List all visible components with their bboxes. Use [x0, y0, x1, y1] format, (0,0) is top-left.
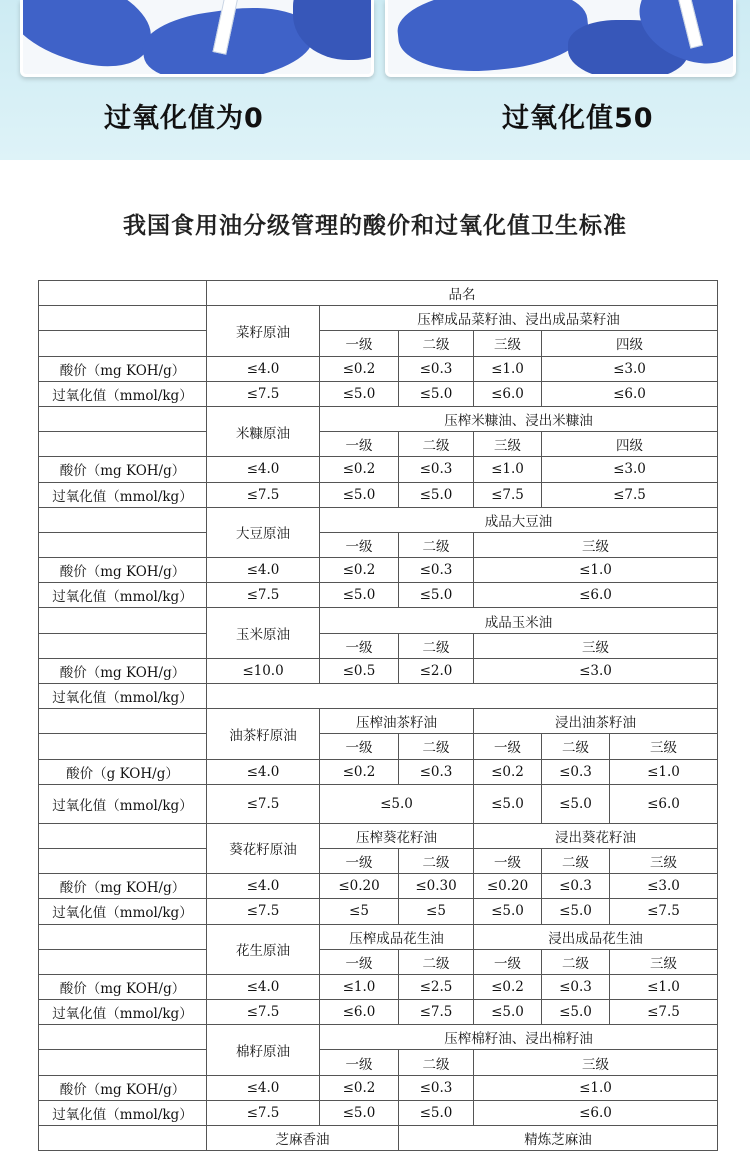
- table-row: [39, 874, 718, 899]
- value-cell: ≤4.0: [207, 874, 320, 899]
- value-cell: ≤0.30: [399, 874, 474, 899]
- value-cell: ≤0.3: [399, 457, 474, 482]
- table-row: [39, 558, 718, 583]
- value-cell: ≤0.2: [320, 759, 399, 784]
- table-row: [39, 759, 718, 784]
- value-cell: ≤6.0: [474, 583, 718, 608]
- value-cell: ≤0.3: [542, 759, 610, 784]
- table-row: [39, 583, 718, 608]
- table-row: [39, 1100, 718, 1125]
- grade-label: 一级: [320, 331, 399, 356]
- value-cell: ≤0.3: [399, 558, 474, 583]
- test-strip-photo-left: [20, 0, 374, 77]
- table-row: [39, 356, 718, 381]
- ricebran-refined: 压榨米糠油、浸出米糠油: [320, 406, 718, 431]
- acid-value-label: 酸价（mg KOH/g）: [39, 1075, 207, 1100]
- grade-label: 二级: [399, 633, 474, 658]
- value-cell: ≤0.20: [320, 874, 399, 899]
- value-cell: ≤1.0: [610, 759, 718, 784]
- value-cell: ≤0.2: [320, 356, 399, 381]
- value-cell: ≤5.0: [399, 583, 474, 608]
- ricebran-crude: 米糠原油: [207, 406, 320, 456]
- table-row: [39, 381, 718, 406]
- value-cell: ≤4.0: [207, 457, 320, 482]
- value-cell: ≤5.0: [399, 381, 474, 406]
- peanut-pressed: 压榨成品花生油: [320, 924, 474, 949]
- value-cell: ≤5.0: [474, 1000, 542, 1025]
- value-cell: ≤4.0: [207, 1075, 320, 1100]
- value-cell: ≤2.5: [399, 974, 474, 999]
- value-cell: ≤4.0: [207, 558, 320, 583]
- sunflower-pressed: 压榨葵花籽油: [320, 823, 474, 848]
- value-cell: ≤7.5: [610, 1000, 718, 1025]
- grade-label: 一级: [474, 848, 542, 873]
- peroxide-value-label: 过氧化值（mmol/kg）: [39, 583, 207, 608]
- value-cell: ≤0.3: [542, 974, 610, 999]
- rapeseed-refined: 压榨成品菜籽油、浸出成品菜籽油: [320, 306, 718, 331]
- table-row: [39, 532, 718, 557]
- value-cell: ≤7.5: [207, 482, 320, 507]
- value-cell: ≤5.0: [399, 482, 474, 507]
- peroxide-value-label: 过氧化值（mmol/kg）: [39, 784, 207, 823]
- acid-value-label: 酸价（mg KOH/g）: [39, 356, 207, 381]
- grade-label: 四级: [542, 331, 718, 356]
- grade-label: 一级: [474, 949, 542, 974]
- oil-standards-table: [38, 280, 718, 1151]
- peanut-extracted: 浸出成品花生油: [474, 924, 718, 949]
- table-row: [39, 899, 718, 924]
- table-row: [39, 1075, 718, 1100]
- peroxide-value-label: 过氧化值（mmol/kg）: [39, 1100, 207, 1125]
- grade-label: 三级: [610, 848, 718, 873]
- acid-value-label: 酸价（mg KOH/g）: [39, 658, 207, 683]
- table-row: [39, 1000, 718, 1025]
- grade-label: 二级: [399, 949, 474, 974]
- table-row: [39, 1025, 718, 1050]
- value-cell: ≤5.0: [320, 482, 399, 507]
- value-cell: ≤0.2: [320, 558, 399, 583]
- value-cell: ≤0.3: [399, 1075, 474, 1100]
- value-cell: ≤1.0: [474, 356, 542, 381]
- grade-label: 二级: [542, 734, 610, 759]
- value-cell: ≤0.2: [474, 759, 542, 784]
- value-cell: ≤3.0: [610, 874, 718, 899]
- grade-label: 三级: [474, 633, 718, 658]
- value-cell: ≤6.0: [474, 381, 542, 406]
- grade-label: 二级: [399, 734, 474, 759]
- value-cell: ≤6.0: [610, 784, 718, 823]
- value-cell: ≤1.0: [474, 457, 542, 482]
- value-cell: ≤5.0: [474, 899, 542, 924]
- acid-value-label: 酸价（g KOH/g）: [39, 759, 207, 784]
- grade-label: 二级: [399, 1050, 474, 1075]
- acid-value-label: 酸价（mg KOH/g）: [39, 974, 207, 999]
- grade-label: 二级: [399, 848, 474, 873]
- grade-label: 三级: [474, 1050, 718, 1075]
- value-cell: ≤7.5: [207, 899, 320, 924]
- grade-label: 一级: [320, 1050, 399, 1075]
- value-cell: ≤5.0: [399, 1100, 474, 1125]
- value-cell: ≤5.0: [542, 899, 610, 924]
- grade-label: 一级: [320, 734, 399, 759]
- grade-label: 一级: [320, 432, 399, 457]
- value-cell: ≤7.5: [542, 482, 718, 507]
- table-row: [39, 331, 718, 356]
- sunflower-crude: 葵花籽原油: [207, 823, 320, 873]
- table-row: [39, 281, 718, 306]
- soybean-refined: 成品大豆油: [320, 507, 718, 532]
- value-cell: ≤1.0: [610, 974, 718, 999]
- caption-peroxide-0: 过氧化值为0: [104, 103, 264, 134]
- value-cell: ≤7.5: [207, 1000, 320, 1025]
- value-cell: ≤5.0: [320, 583, 399, 608]
- value-cell: ≤7.5: [207, 1100, 320, 1125]
- grade-label: 一级: [320, 949, 399, 974]
- value-cell: ≤7.5: [207, 583, 320, 608]
- value-cell: ≤1.0: [474, 558, 718, 583]
- grade-label: 一级: [320, 848, 399, 873]
- value-cell: ≤5.0: [320, 381, 399, 406]
- value-cell: ≤7.5: [207, 784, 320, 823]
- value-cell: ≤0.3: [399, 759, 474, 784]
- camellia-crude: 油茶籽原油: [207, 709, 320, 759]
- product-name-header: 品名: [207, 281, 718, 306]
- value-cell: ≤4.0: [207, 356, 320, 381]
- value-cell: ≤0.2: [320, 457, 399, 482]
- soybean-crude: 大豆原油: [207, 507, 320, 557]
- grade-label: 二级: [542, 949, 610, 974]
- value-cell: ≤6.0: [320, 1000, 399, 1025]
- value-cell: ≤3.0: [542, 356, 718, 381]
- grade-label: 一级: [320, 633, 399, 658]
- table-row: [39, 784, 718, 823]
- table-row: [39, 306, 718, 331]
- value-cell: ≤2.0: [399, 658, 474, 683]
- value-cell: ≤5.0: [320, 784, 474, 823]
- grade-label: 四级: [542, 432, 718, 457]
- value-cell: ≤0.5: [320, 658, 399, 683]
- cottonseed-crude: 棉籽原油: [207, 1025, 320, 1075]
- value-cell: ≤5.0: [474, 784, 542, 823]
- value-cell: ≤7.5: [207, 381, 320, 406]
- caption-peroxide-50: 过氧化值50: [502, 103, 654, 134]
- grade-label: 一级: [474, 734, 542, 759]
- table-row: [39, 507, 718, 532]
- camellia-pressed: 压榨油茶籽油: [320, 709, 474, 734]
- sesame-refined: 精炼芝麻油: [399, 1126, 718, 1151]
- sunflower-extracted: 浸出葵花籽油: [474, 823, 718, 848]
- table-row: [39, 608, 718, 633]
- top-banner: [0, 0, 750, 160]
- table-row: [39, 974, 718, 999]
- peanut-crude: 花生原油: [207, 924, 320, 974]
- table-row: [39, 633, 718, 658]
- camellia-extracted: 浸出油茶籽油: [474, 709, 718, 734]
- table-row: [39, 684, 718, 709]
- grade-label: 二级: [542, 848, 610, 873]
- value-cell: ≤0.3: [399, 356, 474, 381]
- value-cell: ≤3.0: [542, 457, 718, 482]
- grade-label: 三级: [610, 734, 718, 759]
- corn-refined: 成品玉米油: [320, 608, 718, 633]
- value-cell: ≤0.2: [320, 1075, 399, 1100]
- value-cell: ≤10.0: [207, 658, 320, 683]
- table-row: [39, 823, 718, 848]
- value-cell: ≤1.0: [320, 974, 399, 999]
- peroxide-value-label: 过氧化值（mmol/kg）: [39, 1000, 207, 1025]
- peroxide-value-label: 过氧化值（mmol/kg）: [39, 899, 207, 924]
- cottonseed-refined: 压榨棉籽油、浸出棉籽油: [320, 1025, 718, 1050]
- value-cell: ≤6.0: [542, 381, 718, 406]
- value-cell: ≤5.0: [542, 1000, 610, 1025]
- table-row: [39, 658, 718, 683]
- table-row: [39, 1050, 718, 1075]
- grade-label: 三级: [474, 432, 542, 457]
- table-row: [39, 1126, 718, 1151]
- value-cell: ≤6.0: [474, 1100, 718, 1125]
- acid-value-label: 酸价（mg KOH/g）: [39, 874, 207, 899]
- value-cell: ≤5.0: [542, 784, 610, 823]
- peroxide-value-label: 过氧化值（mmol/kg）: [39, 381, 207, 406]
- page-title: 我国食用油分级管理的酸价和过氧化值卫生标准: [123, 213, 627, 239]
- value-cell: ≤7.5: [399, 1000, 474, 1025]
- value-cell: ≤1.0: [474, 1075, 718, 1100]
- value-cell: ≤0.20: [474, 874, 542, 899]
- peroxide-value-label: 过氧化值（mmol/kg）: [39, 482, 207, 507]
- value-cell: ≤7.5: [610, 899, 718, 924]
- value-cell: ≤4.0: [207, 974, 320, 999]
- table-row: [39, 949, 718, 974]
- acid-value-label: 酸价（mg KOH/g）: [39, 558, 207, 583]
- grade-label: 三级: [474, 331, 542, 356]
- corn-crude: 玉米原油: [207, 608, 320, 658]
- table-row: [39, 848, 718, 873]
- grade-label: 三级: [474, 532, 718, 557]
- value-cell: ≤5: [399, 899, 474, 924]
- table-row: [39, 734, 718, 759]
- table-row: [39, 432, 718, 457]
- value-cell: ≤3.0: [474, 658, 718, 683]
- table-row: [39, 457, 718, 482]
- value-cell: ≤5: [320, 899, 399, 924]
- value-cell: ≤0.3: [542, 874, 610, 899]
- rapeseed-crude: 菜籽原油: [207, 306, 320, 356]
- value-cell: ≤0.2: [474, 974, 542, 999]
- grade-label: 二级: [399, 432, 474, 457]
- grade-label: 二级: [399, 532, 474, 557]
- table-row: [39, 924, 718, 949]
- value-cell: ≤4.0: [207, 759, 320, 784]
- sesame-fragrant: 芝麻香油: [207, 1126, 399, 1151]
- table-row: [39, 482, 718, 507]
- value-cell: ≤7.5: [474, 482, 542, 507]
- acid-value-label: 酸价（mg KOH/g）: [39, 457, 207, 482]
- grade-label: 一级: [320, 532, 399, 557]
- peroxide-value-label: 过氧化值（mmol/kg）: [39, 684, 207, 709]
- grade-label: 三级: [610, 949, 718, 974]
- grade-label: 二级: [399, 331, 474, 356]
- table-row: [39, 406, 718, 431]
- test-strip-photo-right: [385, 0, 736, 77]
- value-cell: ≤5.0: [320, 1100, 399, 1125]
- table-row: [39, 709, 718, 734]
